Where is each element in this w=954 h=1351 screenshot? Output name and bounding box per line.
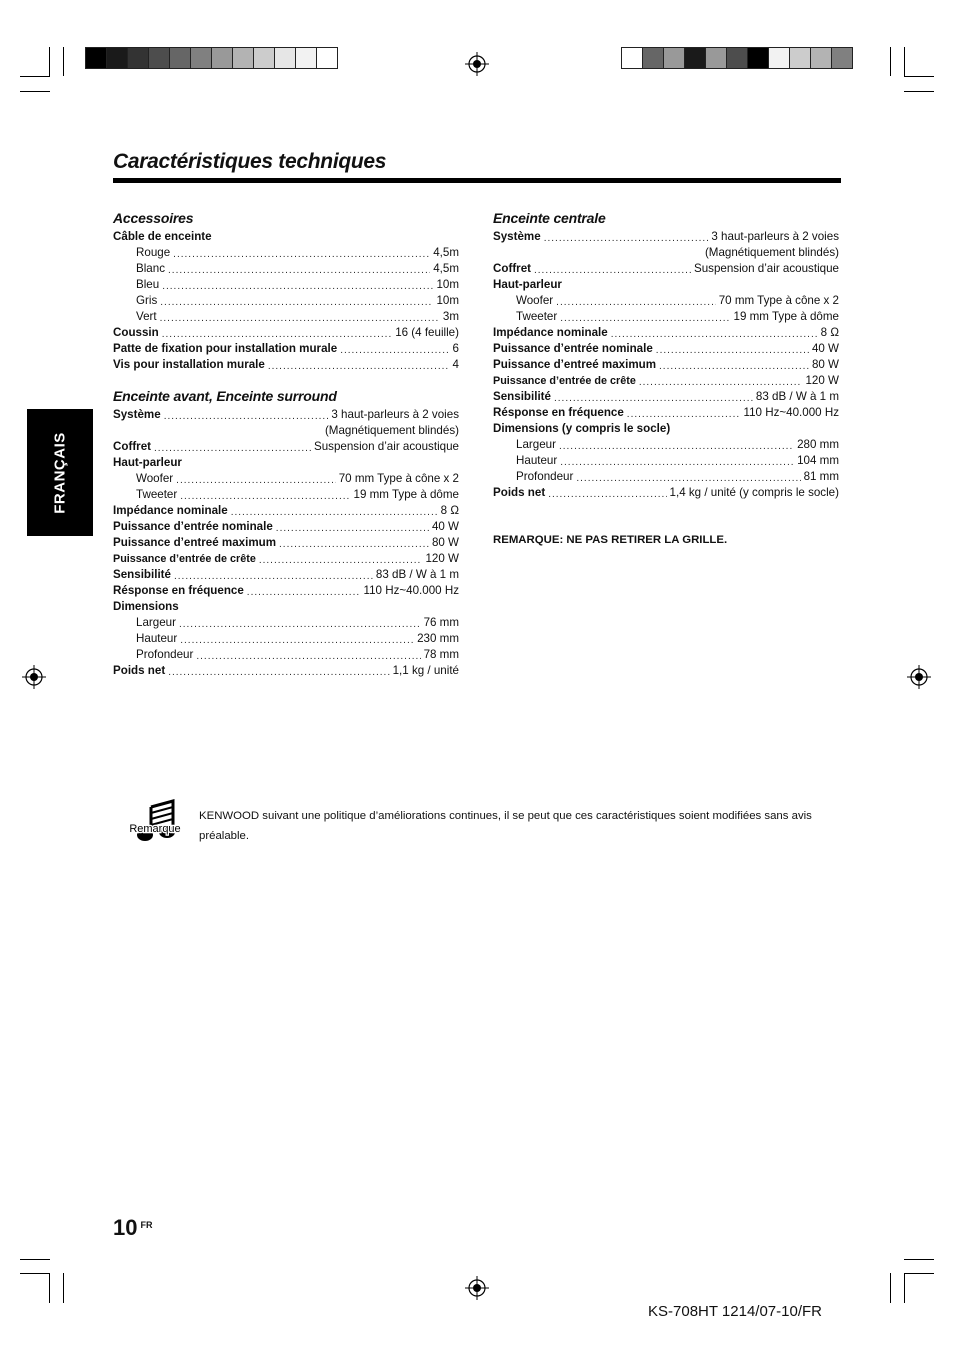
spec-row: Largeur ..... 76 mm [113,615,459,631]
spec-row: Blanc ..... 4,5m [113,261,459,277]
crop-mark [49,47,50,76]
crop-mark [890,1273,891,1303]
color-swatch [621,47,643,69]
spec-row: Puissance d’entreé maximum ..... 80 W [493,357,839,373]
language-tab-label: FRANÇAIS [51,431,69,514]
color-swatch [726,47,748,69]
remarque-label: Remarque [129,823,181,835]
spec-row: Coffret ..... Suspension d’air acoustique [493,261,839,277]
spec-row: Poids net ..... 1,1 kg / unité [113,663,459,679]
grille-remark: REMARQUE: NE PAS RETIRER LA GRILLE. [493,534,728,546]
spec-subheading: Haut-parleur [113,456,182,469]
color-swatch [169,47,191,69]
crop-mark [904,76,934,77]
color-swatch [789,47,811,69]
registration-target-icon [907,665,931,689]
color-swatch [106,47,128,69]
title-rule [113,178,841,183]
crop-mark [20,91,50,92]
crop-mark [49,1273,50,1303]
spec-row: Vert ..... 3m [113,309,459,325]
color-swatch [148,47,170,69]
registration-target-icon [465,52,489,76]
registration-target-icon [22,665,46,689]
crop-mark [20,1273,50,1274]
spec-row: Gris ..... 10m [113,293,459,309]
footer-model-code: KS-708HT 1214/07-10/FR [648,1303,822,1320]
color-swatch [316,47,338,69]
right-column [493,209,839,501]
crop-mark [63,1273,64,1303]
color-swatch [642,47,664,69]
crop-mark [890,47,891,76]
color-swatch [232,47,254,69]
color-swatch [663,47,685,69]
crop-mark [63,47,64,76]
spec-row: Puissance d’entrée nominale ..... 40 W [113,519,459,535]
color-swatch [190,47,212,69]
color-swatch [85,47,107,69]
spec-row: Hauteur ..... 230 mm [113,631,459,647]
spec-row: Patte de fixation pour installation murale ..... 6 [113,341,459,357]
spec-row: Rouge ..... 4,5m [113,245,459,261]
page-number: 10 $^{FR}$ [113,1215,153,1240]
color-swatch [295,47,317,69]
spec-row: Système ..... 3 haut-parleurs à 2 voies [493,229,839,245]
color-swatch [127,47,149,69]
spec-row: Woofer ..... 70 mm Type à cône x 2 [113,471,459,487]
spec-subheading: Câble de enceinte [113,230,212,243]
spec-row-continuation: (Magnétiquement blindés) [324,424,459,437]
spec-row: Tweeter ..... 19 mm Type à dôme [113,487,459,503]
remarque-note-icon [121,799,189,845]
spec-row: Profondeur ..... 78 mm [113,647,459,663]
spec-row: Bleu ..... 10m [113,277,459,293]
crop-mark [904,1259,934,1260]
spec-row: Vis pour installation murale ..... 4 [113,357,459,373]
spec-row: Puissance d’entrée de crête ..... 120 W [493,373,839,389]
spec-row: Impédance nominale ..... 8 Ω [113,503,459,519]
color-bar-left [86,47,338,69]
spec-row-continuation: (Magnétiquement blindés) [704,246,839,259]
section-heading-enceinte: Enceinte avant, Enceinte surround [113,388,337,404]
color-bar-right [622,47,853,69]
spec-row: Tweeter ..... 19 mm Type à dôme [493,309,839,325]
spec-subheading: Haut-parleur [493,278,562,291]
crop-mark [20,1259,50,1260]
spec-row: Système ..... 3 haut-parleurs à 2 voies [113,407,459,423]
registration-target-icon [465,1276,489,1300]
color-swatch [768,47,790,69]
spec-row: Sensibilité ..... 83 dB / W à 1 m [113,567,459,583]
spec-row: Puissance d’entreé maximum ..... 80 W [113,535,459,551]
spec-row: Puissance d’entrée nominale ..... 40 W [493,341,839,357]
note-text: KENWOOD suivant une politique d’améliorations continues, il se peut que ces caractéristiques soient modifiées sans avis préalable. [199,810,812,842]
spec-row: Impédance nominale ..... 8 Ω [493,325,839,341]
spec-row: Profondeur ..... 81 mm [493,469,839,485]
color-swatch [747,47,769,69]
spec-row: Résponse en fréquence ..... 110 Hz~40.000 Hz [493,405,839,421]
color-swatch [684,47,706,69]
color-swatch [810,47,832,69]
spec-row: Largeur ..... 280 mm [493,437,839,453]
spec-row: Hauteur ..... 104 mm [493,453,839,469]
spec-row: Coussin ..... 16 (4 feuille) [113,325,459,341]
spec-row: Coffret ..... Suspension d’air acoustique [113,439,459,455]
color-swatch [705,47,727,69]
page-lang: FR [140,1220,153,1230]
crop-mark [904,1273,934,1274]
crop-mark [904,47,905,76]
spec-subheading: Dimensions [113,600,179,613]
crop-mark [20,76,50,77]
spec-row: Woofer ..... 70 mm Type à cône x 2 [493,293,839,309]
left-column [113,209,459,679]
crop-mark [904,1273,905,1303]
page-title: Caractéristiques techniques [113,150,387,173]
color-swatch [211,47,233,69]
language-tab [27,409,93,536]
spec-row: Sensibilité ..... 83 dB / W à 1 m [493,389,839,405]
color-swatch [831,47,853,69]
crop-mark [904,91,934,92]
spec-row: Poids net ..... 1,4 kg / unité (y compris le socle) [493,485,839,501]
color-swatch [274,47,296,69]
spec-subheading: Dimensions (y compris le socle) [493,422,671,435]
spec-row: Puissance d’entrée de crête ..... 120 W [113,551,459,567]
section-heading-centrale: Enceinte centrale [493,210,606,226]
section-heading-accessoires: Accessoires [113,210,194,226]
spec-row: Résponse en fréquence ..... 110 Hz~40.000 Hz [113,583,459,599]
color-swatch [253,47,275,69]
